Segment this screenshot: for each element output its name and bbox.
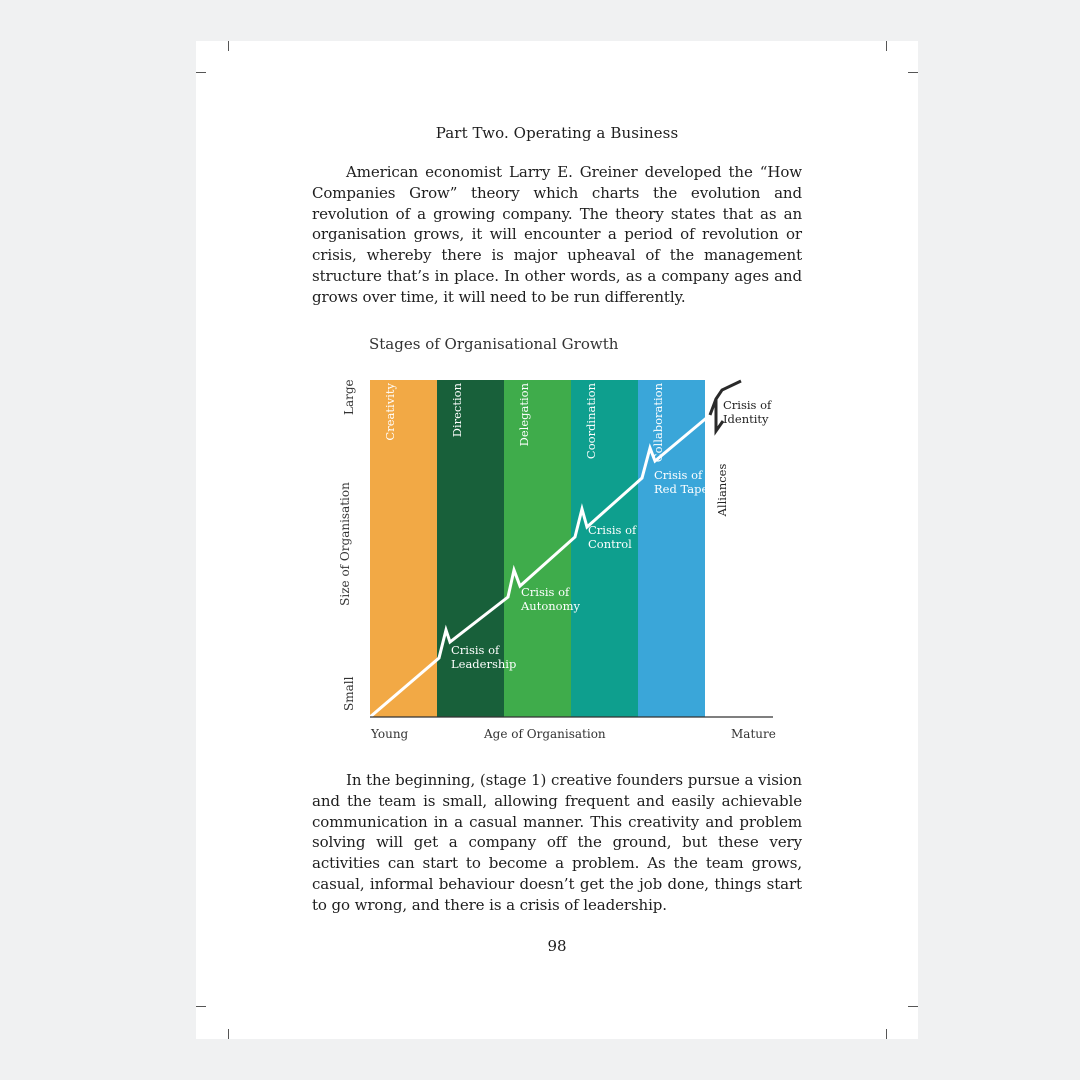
crisis-label-2: Crisis of Control	[588, 523, 637, 551]
stage-label-direction: Direction	[450, 383, 464, 438]
crisis-label-3: Crisis of Red Tape	[654, 468, 709, 496]
x-axis-label: Age of Organisation	[484, 727, 606, 741]
body-paragraph-intro: American economist Larry E. Greiner developed the “How Companies Grow” theory which charts the evolution and revolution of a growing company. The theory states that as an organisation grows, it will encounter a period of revolution or crisis, whereby there is major upheaval of the management structure that’s in place. In other words, as a company ages and grows over time, it will need to be run differently.	[312, 163, 802, 306]
growth-line-identity-notch	[716, 399, 723, 431]
y-tick-small: Small	[342, 676, 356, 711]
stage-label-creativity: Creativity	[383, 383, 397, 441]
y-tick-large: Large	[342, 379, 356, 415]
crisis-label-4: Crisis of Identity	[723, 398, 772, 426]
stage-label-coordination: Coordination	[584, 383, 598, 460]
stage-label-delegation: Delegation	[517, 383, 531, 447]
body-paragraph-stage-1: In the beginning, (stage 1) creative founders pursue a vision and the team is small, allowing frequent and easily achievable communication in a casual manner. This creativity and problem solving will get a company off the ground, but these very activities can start to become a problem. As the team grows, casual, informal behaviour doesn’t get the job done, things start to go wrong, and there is a crisis of leadership.	[312, 771, 802, 914]
running-head: Part Two. Operating a Business	[435, 124, 679, 142]
book-page	[196, 41, 918, 1039]
crisis-label-0: Crisis of Leadership	[451, 643, 517, 671]
stage-label-collaboration: Collaboration	[651, 383, 665, 463]
stage-band-collaboration	[638, 380, 705, 717]
stage-label-alliances: Alliances	[715, 463, 729, 517]
page-number: 98	[547, 937, 567, 955]
crisis-label-1: Crisis of Autonomy	[521, 585, 580, 613]
x-tick-young: Young	[371, 727, 409, 741]
chart-title: Stages of Organisational Growth	[369, 335, 619, 353]
x-tick-mature: Mature	[731, 727, 776, 741]
y-axis-label: Size of Organisation	[338, 482, 352, 606]
